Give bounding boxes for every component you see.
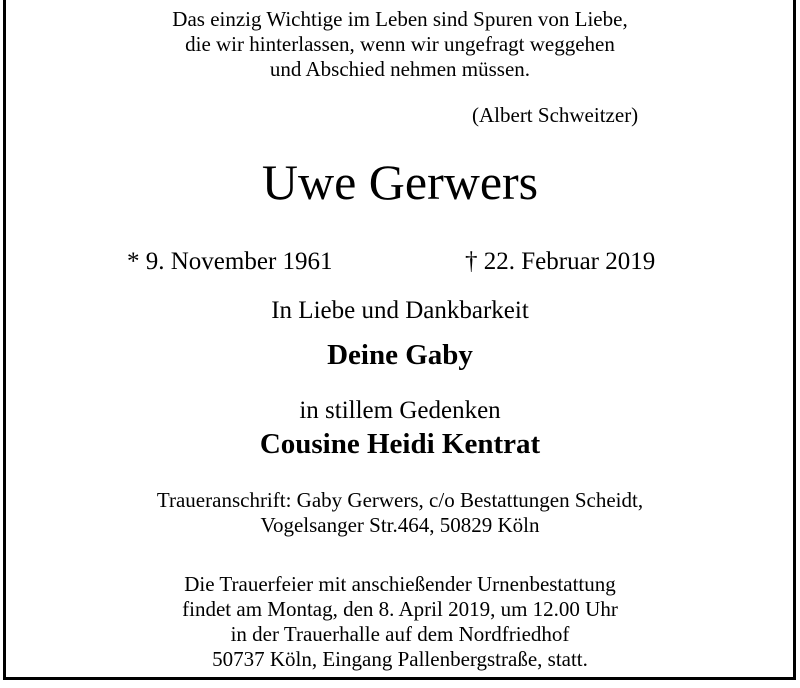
address-line-1: Traueranschrift: Gaby Gerwers, c/o Bestattungen Scheidt, bbox=[156, 488, 644, 512]
mourner-name-2: Cousine Heidi Kentrat bbox=[259, 428, 541, 460]
mourner-intro-2: in stillem Gedenken bbox=[299, 397, 501, 424]
mourner-intro-1: In Liebe und Dankbarkeit bbox=[271, 297, 529, 324]
birth-date: * 9. November 1961 bbox=[127, 248, 333, 275]
quote-line-2: die wir hinterlassen, wenn wir ungefragt weggehen bbox=[185, 32, 615, 56]
address-line-2: Vogelsanger Str.464, 50829 Köln bbox=[260, 513, 540, 537]
ceremony-line-3: in der Trauerhalle auf dem Nordfriedhof bbox=[230, 622, 570, 646]
mourner-name-1: Deine Gaby bbox=[327, 339, 473, 371]
quote-line-1: Das einzig Wichtige im Leben sind Spuren von Liebe, bbox=[172, 7, 628, 31]
quote-author: (Albert Schweitzer) bbox=[472, 103, 639, 127]
ceremony-line-1: Die Trauerfeier mit anschießender Urnenbestattung bbox=[184, 572, 616, 596]
deceased-name: Uwe Gerwers bbox=[261, 154, 539, 210]
death-date: † 22. Februar 2019 bbox=[465, 248, 656, 275]
ceremony-line-2: findet am Montag, den 8. April 2019, um 12.00 Uhr bbox=[182, 597, 618, 621]
quote-line-3: und Abschied nehmen müssen. bbox=[269, 57, 531, 81]
ceremony-line-4: 50737 Köln, Eingang Pallenbergstraße, statt. bbox=[212, 647, 588, 671]
